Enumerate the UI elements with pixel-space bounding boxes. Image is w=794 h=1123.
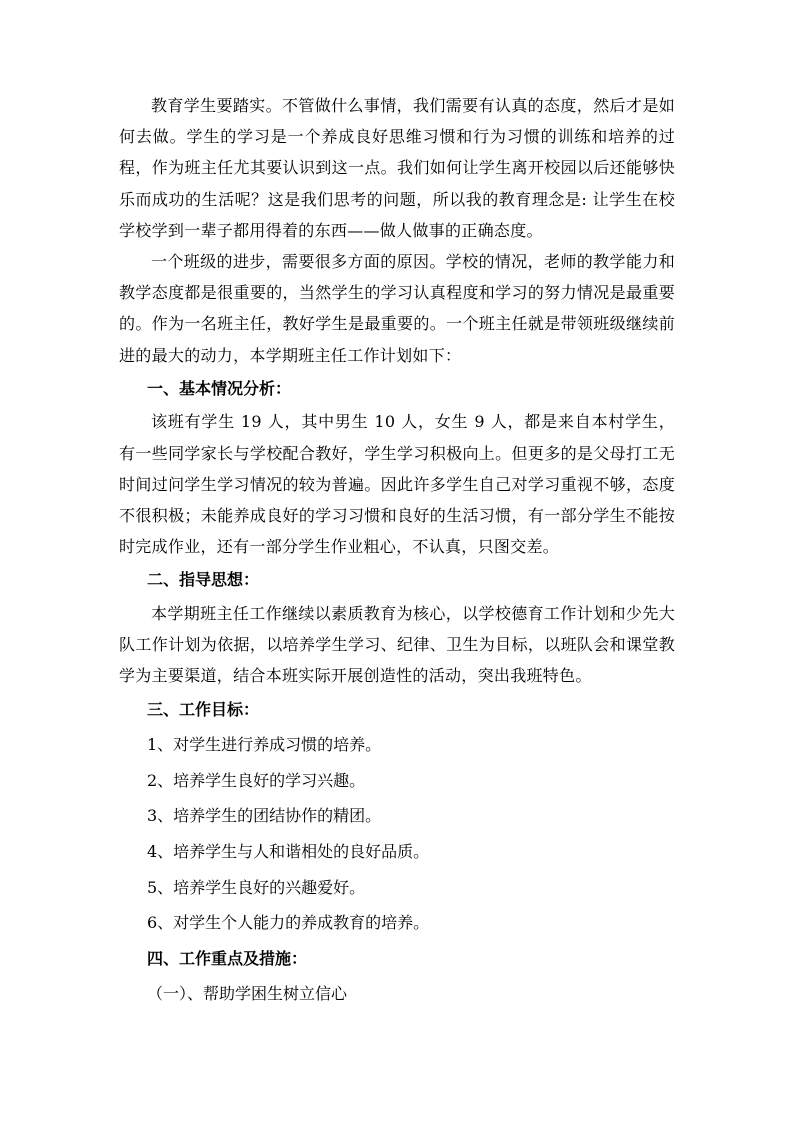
goal-item: 1、对学生进行养成习惯的培养。	[147, 735, 382, 755]
section-heading-guiding-ideology: 二、指导思想：	[147, 570, 260, 590]
basic-situation-paragraph: 该班有学生 19 人，其中男生 10 人，女生 9 人，都是来自本村学生，有一些同学家长与学校配合教好，学生学习积极向上。但更多的是父母打工无时间过问学生学习情况的较为普遍。因此许多学生自己对学习重视不够，态度不很积极；未能养成良好的学习习惯和良好的生活习惯，有一部分学生不能按时完成作业，还有一部分学生作业粗心，不认真，只图交差。	[119, 412, 675, 557]
guiding-ideology-paragraph: 本学期班主任工作继续以素质教育为核心，以学校德育工作计划和少先大队工作计划为依据，以培养学生学习、纪律、卫生为目标，以班队会和课堂教学为主要渠道，结合本班实际开展创造性的活动，突出我班特色。	[119, 604, 675, 686]
intro-paragraph: 教育学生要踏实。不管做什么事情，我们需要有认真的态度，然后才是如何去做。学生的学习是一个养成良好思维习惯和行为习惯的训练和培养的过程，作为班主任尤其要认识到这一点。我们如何让学生离开校园以后还能够快乐而成功的生活呢？这是我们思考的问题，所以我的教育理念是: 让学生在校学校学到一辈子都用得着的东西——做人做事的正确态度。	[119, 96, 675, 240]
subsection-heading-help-students: （一）、帮助学困生树立信心	[147, 984, 348, 1004]
goal-item: 3、培养学生的团结协作的精团。	[147, 806, 382, 826]
goal-item: 2、培养学生良好的学习兴趣。	[147, 770, 366, 790]
goal-item: 4、培养学生与人和谐相处的良好品质。	[147, 842, 430, 862]
section-heading-basic-situation: 一、基本情况分析：	[147, 378, 292, 398]
section-heading-key-measures: 四、工作重点及措施：	[147, 948, 308, 968]
document-page	[119, 90, 675, 1012]
goal-item: 5、培养学生良好的兴趣爱好。	[147, 877, 366, 897]
class-progress-paragraph: 一个班级的进步，需要很多方面的原因。学校的情况，老师的教学能力和教学态度都是很重要的，当然学生的学习认真程度和学习的努力情况是最重要的。作为一名班主任，教好学生是最重要的。一个班主任就是带领班级继续前进的最大的动力，本学期班主任工作计划如下：	[119, 252, 675, 365]
section-heading-work-goals: 三、工作目标：	[147, 699, 260, 719]
goal-item: 6、对学生个人能力的养成教育的培养。	[147, 913, 430, 933]
